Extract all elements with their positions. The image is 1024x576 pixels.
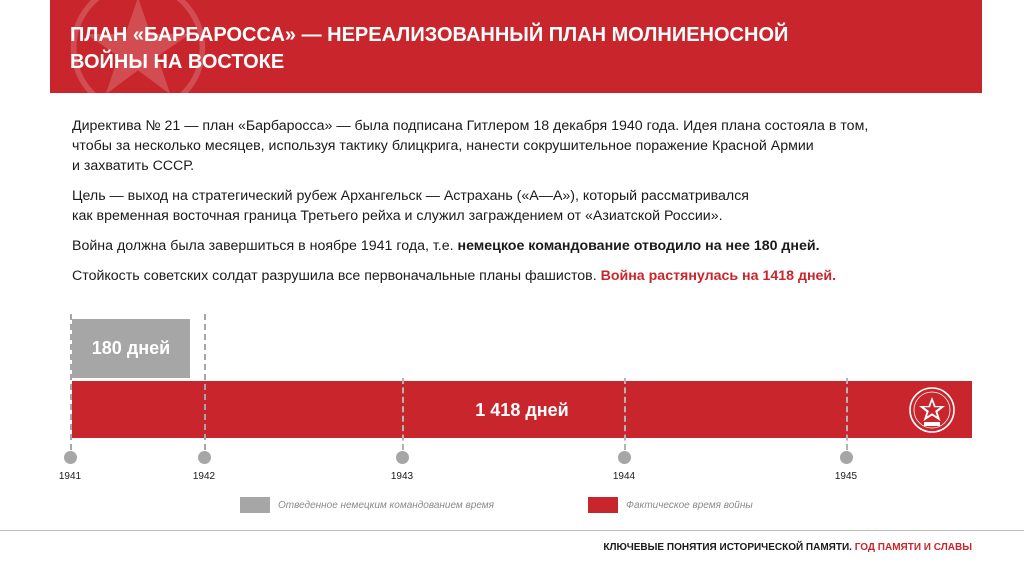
tick-line-1943 [402, 378, 404, 450]
planned-duration-label: 180 дней [91, 338, 171, 358]
paragraph-goal-line-1: Цель — выход на стратегический рубеж Архангельск — Астрахань («А—А»), который рассматривался [72, 188, 749, 204]
footer-divider [0, 530, 1024, 531]
actual-duration-label: 1 418 дней [475, 400, 569, 420]
tick-line-1945 [846, 378, 848, 450]
legend-label-planned: Отведенное немецким командованием время [278, 500, 494, 511]
paragraph-deadline-text: Война должна была завершиться в ноябре 1941 года, т.е. [72, 238, 458, 254]
year-label-1945: 1945 [834, 471, 858, 482]
footer-caption-accent: ГОД ПАМЯТИ И СЛАВЫ [854, 542, 972, 553]
legend-swatch-actual [588, 497, 618, 513]
timeline-dot-1945 [840, 451, 853, 464]
timeline-dot-1944 [618, 451, 631, 464]
paragraph-resistance-text: Стойкость советских солдат разрушила все первоначальные планы фашистов. [72, 268, 601, 284]
page-title-line-2: ВОЙНЫ НА ВОСТОКЕ [70, 51, 285, 73]
legend-swatch-planned [240, 497, 270, 513]
planned-duration-bar [72, 319, 190, 378]
year-label-1943: 1943 [390, 471, 414, 482]
tick-line-1944 [624, 378, 626, 450]
year-label-1941: 1941 [58, 471, 82, 482]
paragraph-deadline-bold: немецкое командование отводило на нее 180 дней. [457, 238, 820, 254]
footer-caption [603, 542, 972, 553]
year-label-1944: 1944 [612, 471, 636, 482]
paragraph-goal-line-2: как временная восточная граница Третьего рейха и служил заграждением от «Азиатской России». [72, 208, 723, 224]
tick-line-1941 [70, 314, 72, 450]
timeline-dot-1942 [198, 451, 211, 464]
paragraph-resistance-highlight: Война растянулась на 1418 дней. [600, 268, 837, 284]
footer-caption-main: КЛЮЧЕВЫЕ ПОНЯТИЯ ИСТОРИЧЕСКОЙ ПАМЯТИ. [603, 542, 852, 553]
paragraph-directive-line-3: и захватить СССР. [72, 158, 195, 174]
paragraph-directive-line-1: Директива № 21 — план «Барбаросса» — была подписана Гитлером 18 декабря 1940 года. Идея плана состояла в том, [72, 118, 869, 134]
year-label-1942: 1942 [192, 471, 216, 482]
tick-line-1942 [204, 314, 206, 450]
timeline-dot-1943 [396, 451, 409, 464]
page-title-line-1: ПЛАН «БАРБАРОССА» — НЕРЕАЛИЗОВАННЫЙ ПЛАН МОЛНИЕНОСНОЙ [70, 24, 789, 46]
legend-label-actual: Фактическое время войны [626, 500, 753, 511]
timeline-dot-1941 [64, 451, 77, 464]
star-wreath-emblem-icon [908, 386, 956, 434]
paragraph-directive-line-2: чтобы за несколько месяцев, используя тактику блицкрига, нанести сокрушительное поражение Красной Армии [72, 138, 814, 154]
